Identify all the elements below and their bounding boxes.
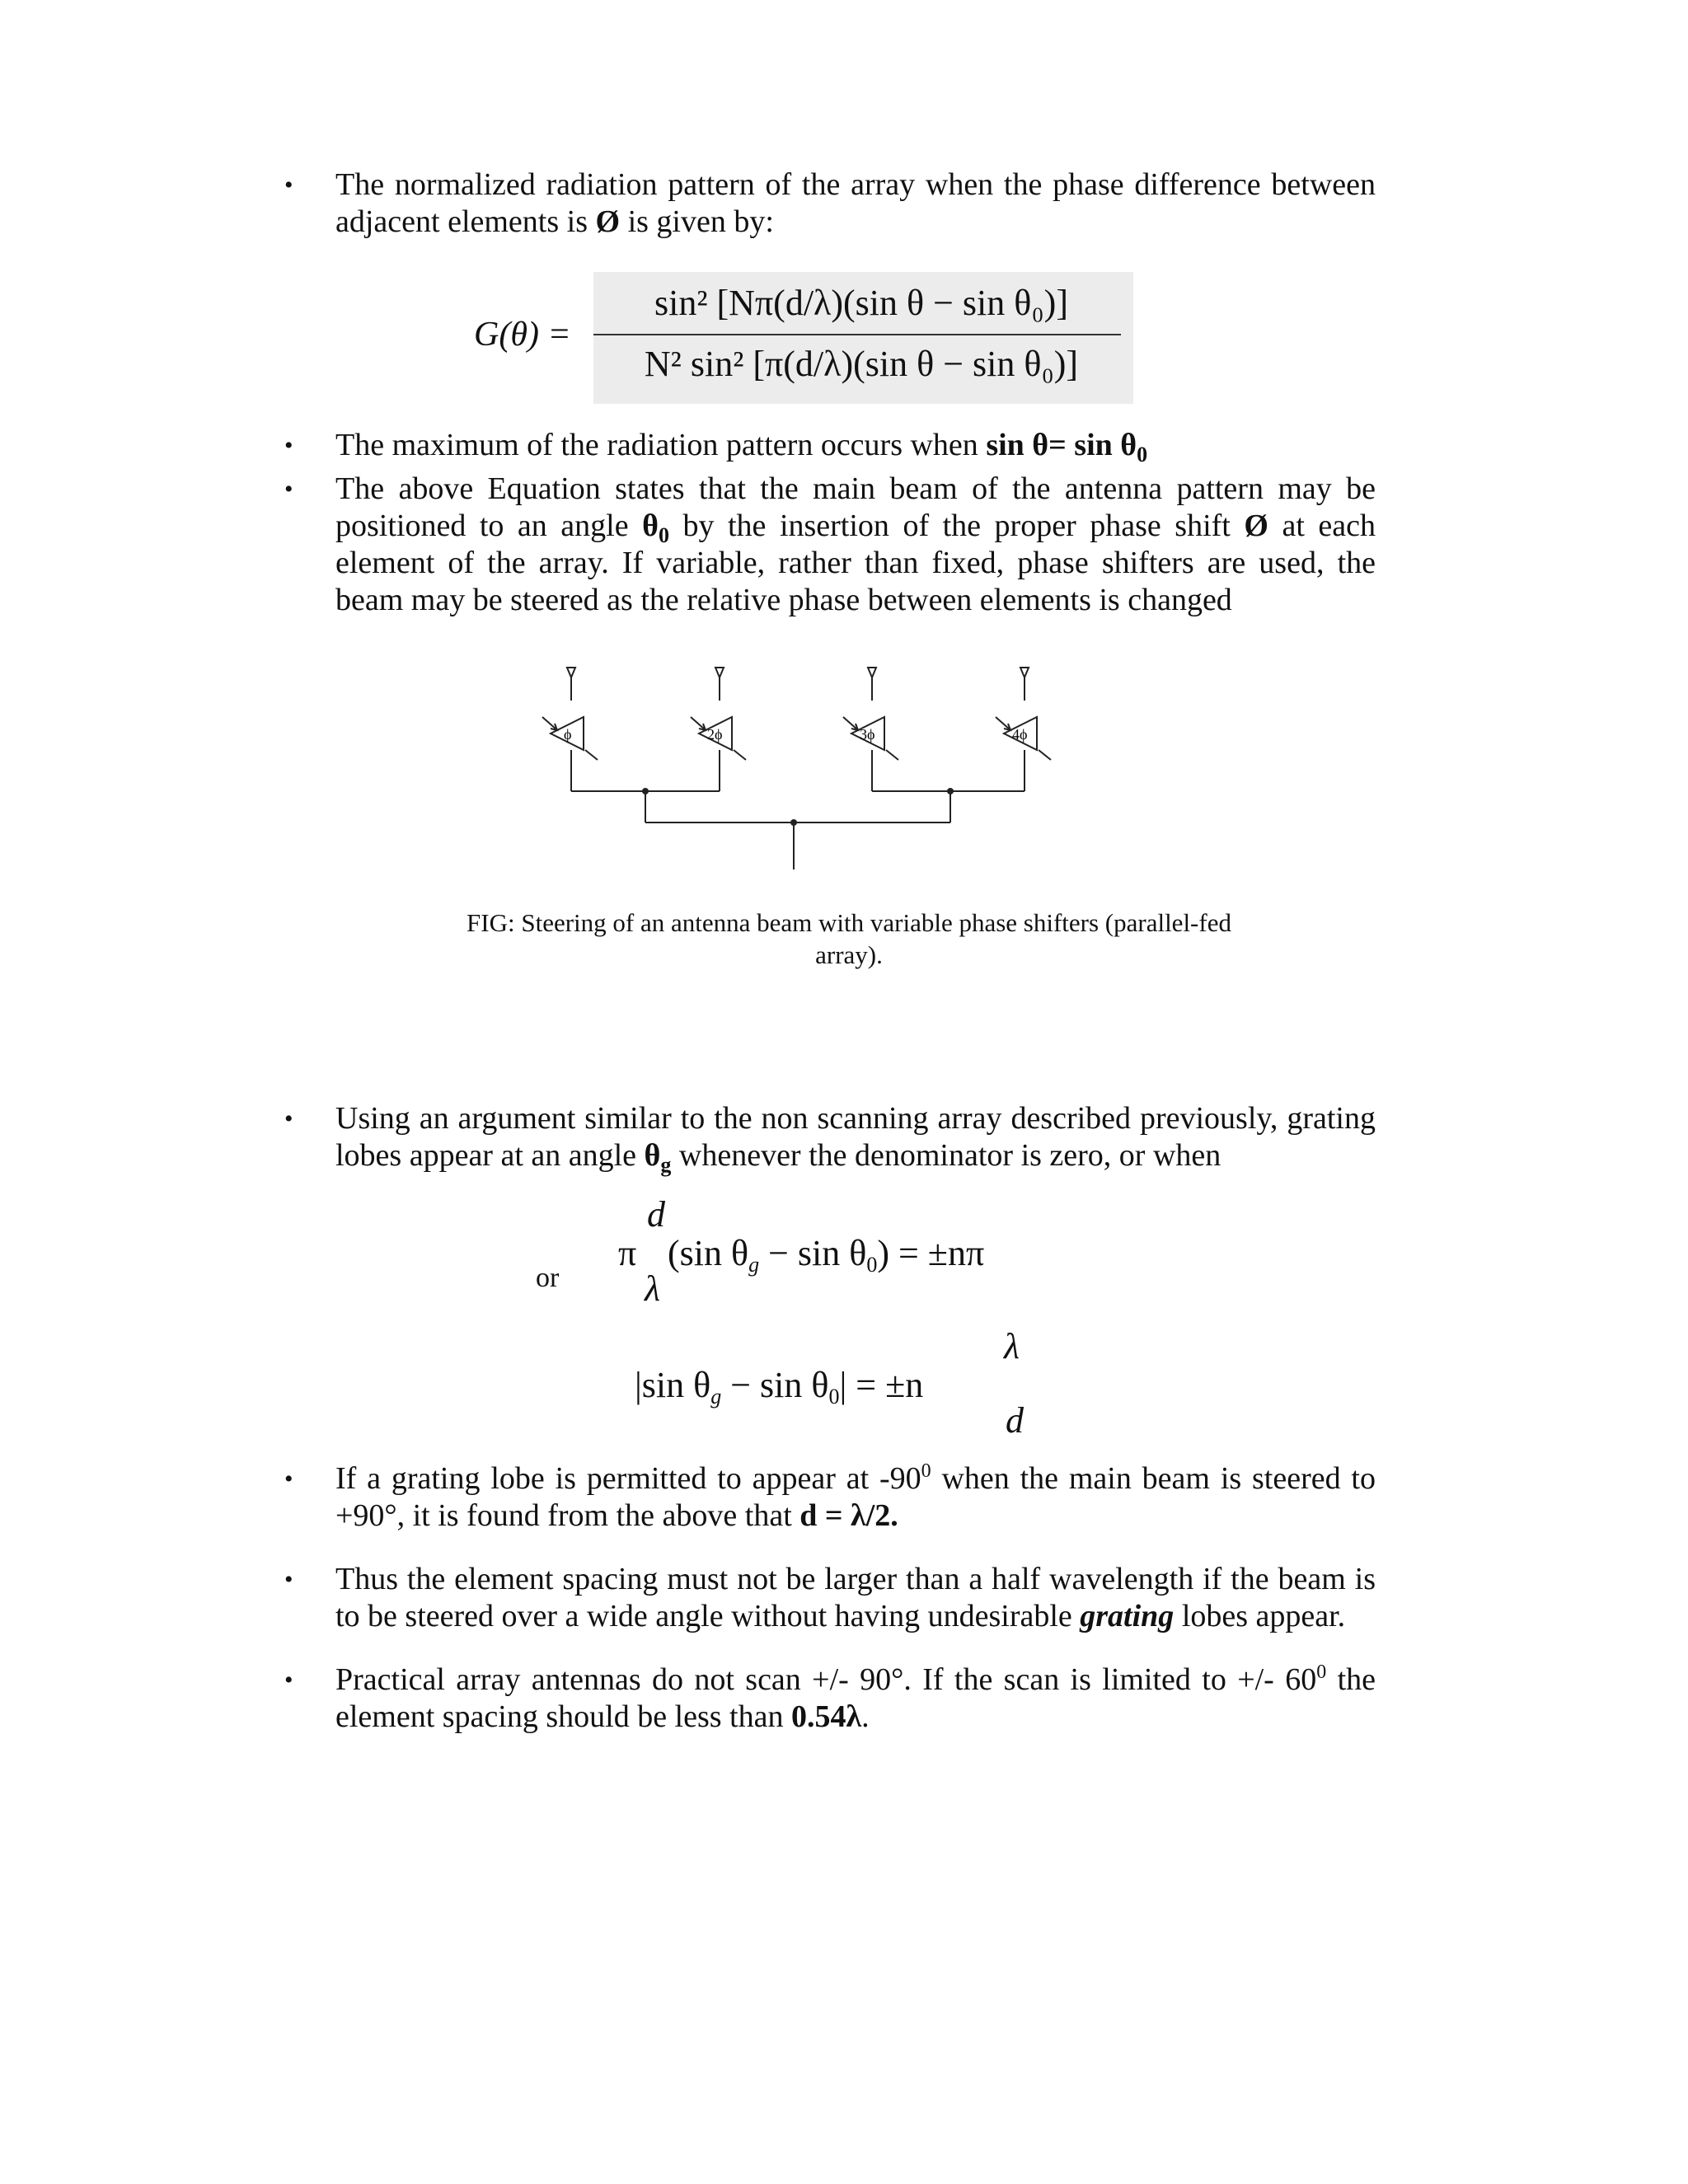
phase-label-1: ϕ: [564, 726, 572, 743]
paragraph-grating-lobes: Using an argument similar to the non scanning array described previously, grating lobes appear at an angle $\theta_g$ whenever the denominator is zero, or when: [335, 1101, 1376, 1177]
or-label: or: [536, 1263, 560, 1293]
equation-grating-condition: or π d λ (sin $\theta_g - \sin \theta_0) = \pm n\pi$: [536, 1194, 985, 1309]
phase-label-2: 2ϕ: [707, 726, 723, 743]
text: The maximum of the radiation pattern occurs when: [335, 428, 987, 462]
phase-label-4: 4ϕ: [1012, 726, 1028, 743]
paragraph-element-spacing: Thus the element spacing must not be larger than a half wavelength if the beam is to be steered over a wide angle without having undesirable grating lobes appear.: [335, 1562, 1376, 1633]
bold-spacing: d = λ/2.: [799, 1498, 898, 1533]
bullet-marker: •: [284, 1465, 293, 1493]
equation-lhs: G(θ) =: [474, 316, 571, 354]
figure-caption: FIG: Steering of an antenna beam with variable phase shifters (parallel-fed array).: [467, 908, 1231, 969]
bullet-marker: •: [284, 476, 293, 503]
paragraph-beam-steering: The above Equation states that the main beam of the antenna pattern may be positioned to an angle $\theta_0$ by the insertion of the proper phase shift Ø at each element of the array. If variable, rather than fixed, phase shifters are used, the beam may be steered as the relative phase between elements is changed: [335, 471, 1376, 617]
theta-g: $\theta_g$: [644, 1138, 672, 1177]
paragraph-maximum: [335, 427, 1376, 464]
bullet-marker: •: [284, 1566, 293, 1593]
equation-spacing-condition: |sin $\theta_g - \sin \theta_0| = \pm n$ λ d: [635, 1326, 1024, 1441]
equation-denominator: N² sin² [π(d/λ)(sin θ − sin θ₀)]: [644, 344, 1079, 384]
bold-italic-grating: grating: [1080, 1599, 1175, 1633]
text: The normalized radiation pattern of the array when the phase difference between adjacent elements is: [335, 167, 1376, 239]
theta-zero: $\theta_0$: [642, 509, 669, 547]
phi-symbol: Ø: [595, 204, 621, 239]
bold-value: 0.54λ: [791, 1699, 862, 1734]
equation-numerator: sin² [Nπ(d/λ)(sin θ − sin θ₀)]: [654, 283, 1068, 323]
bullet-marker: •: [284, 1105, 293, 1132]
equation-gain: [474, 272, 1133, 404]
paragraph-practical-scan: Practical array antennas do not scan +/- 90°. If the scan is limited to +/- $60^0$ the element spacing should be less than 0.54λ.: [335, 1661, 1376, 1734]
bold-condition: $\sin \theta= \sin \theta_0$: [986, 428, 1148, 466]
bullet-marker: •: [284, 171, 293, 199]
text: is given by:: [620, 204, 774, 239]
bullet-marker: •: [284, 432, 293, 459]
paragraph-radiation-pattern: [335, 166, 1376, 241]
bullet-marker: •: [284, 1666, 293, 1694]
phi-symbol: Ø: [1244, 509, 1268, 543]
phased-array-figure: [528, 659, 1088, 882]
paragraph-half-wavelength: If a grating lobe is permitted to appear at $-90^0$ when the main beam is steered to +90°, it is found from the above that d = λ/2.: [335, 1460, 1376, 1533]
fraction-line: [593, 334, 1121, 335]
phase-label-3: 3ϕ: [860, 726, 875, 743]
